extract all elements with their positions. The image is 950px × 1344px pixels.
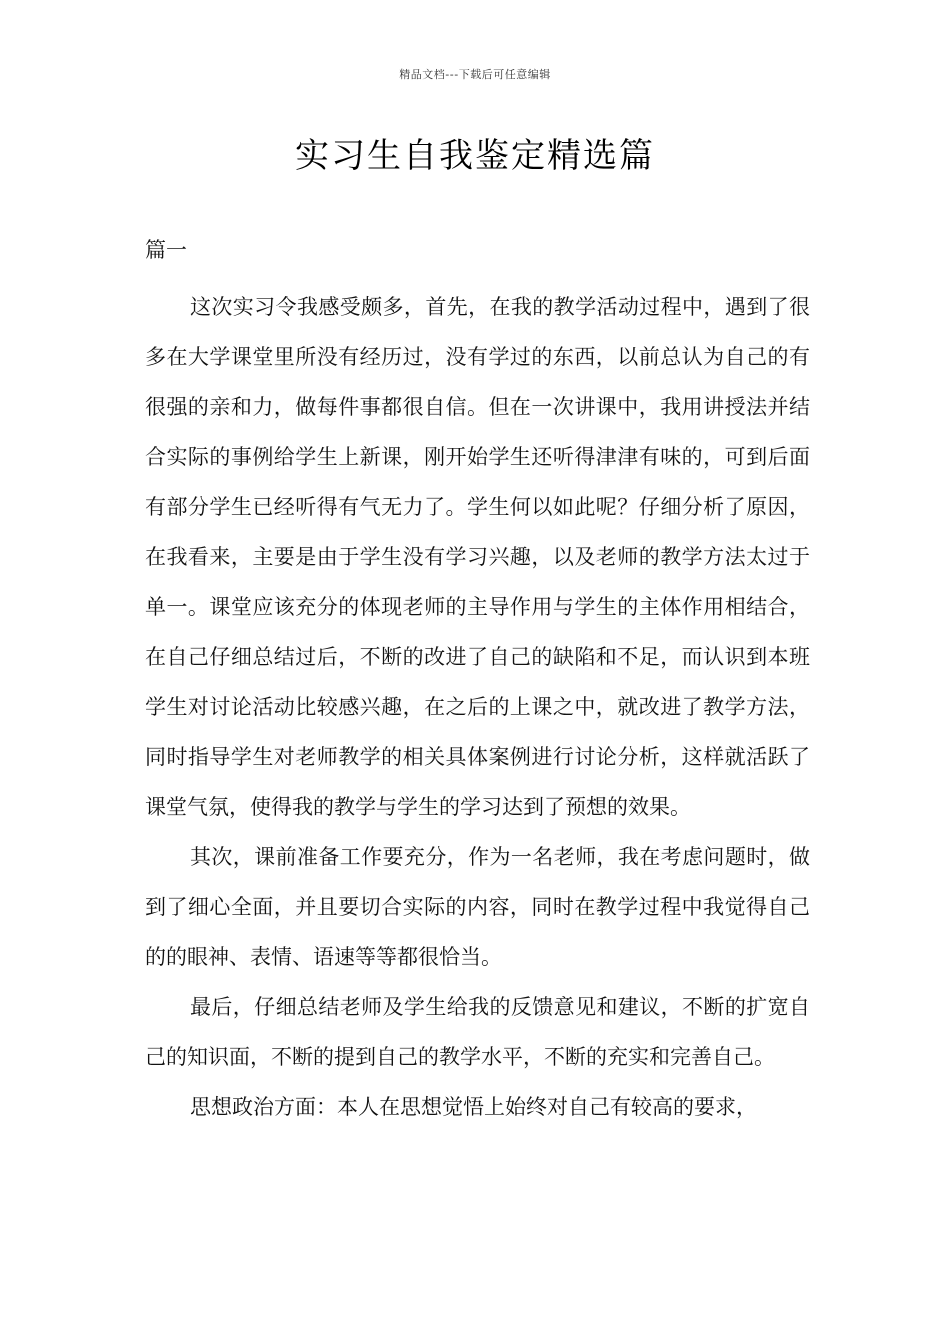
paragraph-4: 思想政治方面：本人在思想觉悟上始终对自己有较高的要求，	[190, 1095, 757, 1119]
header-note: 精品文档---下载后可任意编辑	[399, 68, 551, 81]
paragraph-2: 其次，课前准备工作要充分，作为一名老师，我在考虑问题时，做到了细心全面，并且要切合实际的内容，同时在教学过程中我觉得自己的的眼神、表情、语速等等都很恰当。	[145, 845, 810, 969]
document-body	[145, 232, 810, 1132]
section-label: 篇一	[145, 238, 187, 262]
paragraph-1: 这次实习令我感受颇多，首先，在我的教学活动过程中，遇到了很多在大学课堂里所没有经历过，没有学过的东西，以前总认为自己的有很强的亲和力，做每件事都很自信。但在一次讲课中，我用讲授法并结合实际的事例给学生上新课，刚开始学生还听得津津有味的，可到后面有部分学生已经听得有气无力了。学生何以如此呢？仔细分析了原因，在我看来，主要是由于学生没有学习兴趣，以及老师的教学方法太过于单一。课堂应该充分的体现老师的主导作用与学生的主体作用相结合，在自己仔细总结过后，不断的改进了自己的缺陷和不足，而认识到本班学生对讨论活动比较感兴趣，在之后的上课之中，就改进了教学方法，同时指导学生对老师教学的相关具体案例进行讨论分析，这样就活跃了课堂气氛，使得我的教学与学生的学习达到了预想的效果。	[145, 295, 810, 819]
document-title: 实习生自我鉴定精选篇	[295, 136, 655, 176]
paragraph-3: 最后，仔细总结老师及学生给我的反馈意见和建议，不断的扩宽自己的知识面，不断的提到自己的教学水平，不断的充实和完善自己。	[145, 995, 810, 1069]
